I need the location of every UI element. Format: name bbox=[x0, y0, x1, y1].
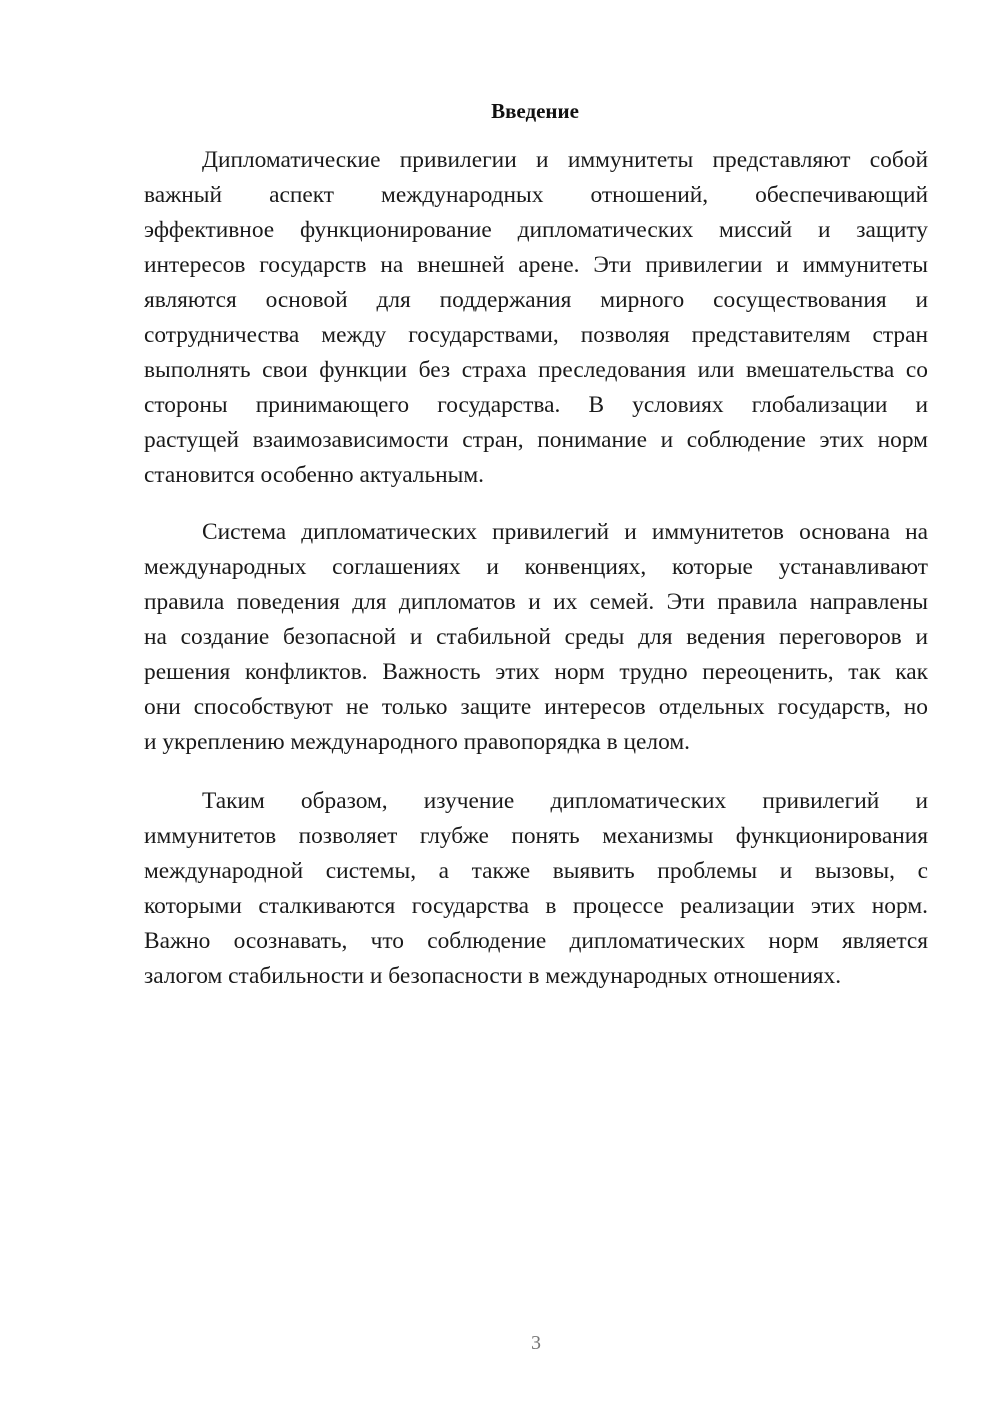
paragraph-line: они способствуют не только защите интересов отдельных государств, но bbox=[144, 694, 928, 720]
paragraph-line: выполнять свои функции без страха преследования или вмешательства со bbox=[144, 357, 928, 383]
paragraph-line: иммунитетов позволяет глубже понять механизмы функционирования bbox=[144, 823, 928, 849]
paragraph-line: Дипломатические привилегии и иммунитеты представляют собой bbox=[202, 147, 928, 173]
paragraph-3 bbox=[144, 784, 928, 994]
paragraph-line: растущей взаимозависимости стран, понимание и соблюдение этих норм bbox=[144, 427, 928, 453]
paragraph-line: решения конфликтов. Важность этих норм трудно переоценить, так как bbox=[144, 659, 928, 685]
paragraph-line: становится особенно актуальным. bbox=[144, 462, 484, 488]
paragraph-line: Система дипломатических привилегий и иммунитетов основана на bbox=[202, 519, 928, 545]
paragraph-line: являются основой для поддержания мирного сосуществования и bbox=[144, 287, 928, 313]
paragraph-line: эффективное функционирование дипломатических миссий и защиту bbox=[144, 217, 928, 243]
paragraph-line: правила поведения для дипломатов и их семей. Эти правила направлены bbox=[144, 589, 928, 615]
paragraph-line: интересов государств на внешней арене. Эти привилегии и иммунитеты bbox=[144, 252, 928, 278]
paragraph-line: Таким образом, изучение дипломатических привилегий и bbox=[202, 788, 928, 814]
paragraph-line: которыми сталкиваются государства в процессе реализации этих норм. bbox=[144, 893, 928, 919]
paragraph-line: стороны принимающего государства. В условиях глобализации и bbox=[144, 392, 928, 418]
paragraph-line: сотрудничества между государствами, позволяя представителям стран bbox=[144, 322, 928, 348]
paragraph-line: международной системы, а также выявить проблемы и вызовы, с bbox=[144, 858, 928, 884]
paragraph-2 bbox=[144, 515, 928, 760]
section-title: Введение bbox=[491, 99, 579, 123]
paragraph-line: и укреплению международного правопорядка в целом. bbox=[144, 729, 691, 755]
paragraph-line: важный аспект международных отношений, обеспечивающий bbox=[144, 182, 928, 208]
paragraph-line: международных соглашениях и конвенциях, которые устанавливают bbox=[144, 554, 928, 580]
paragraph-line: на создание безопасной и стабильной среды для ведения переговоров и bbox=[144, 624, 928, 650]
page-number: 3 bbox=[531, 1332, 541, 1354]
paragraph-1 bbox=[144, 143, 928, 493]
paragraph-line: залогом стабильности и безопасности в международных отношениях. bbox=[144, 963, 842, 989]
paragraph-line: Важно осознавать, что соблюдение дипломатических норм является bbox=[144, 928, 928, 954]
